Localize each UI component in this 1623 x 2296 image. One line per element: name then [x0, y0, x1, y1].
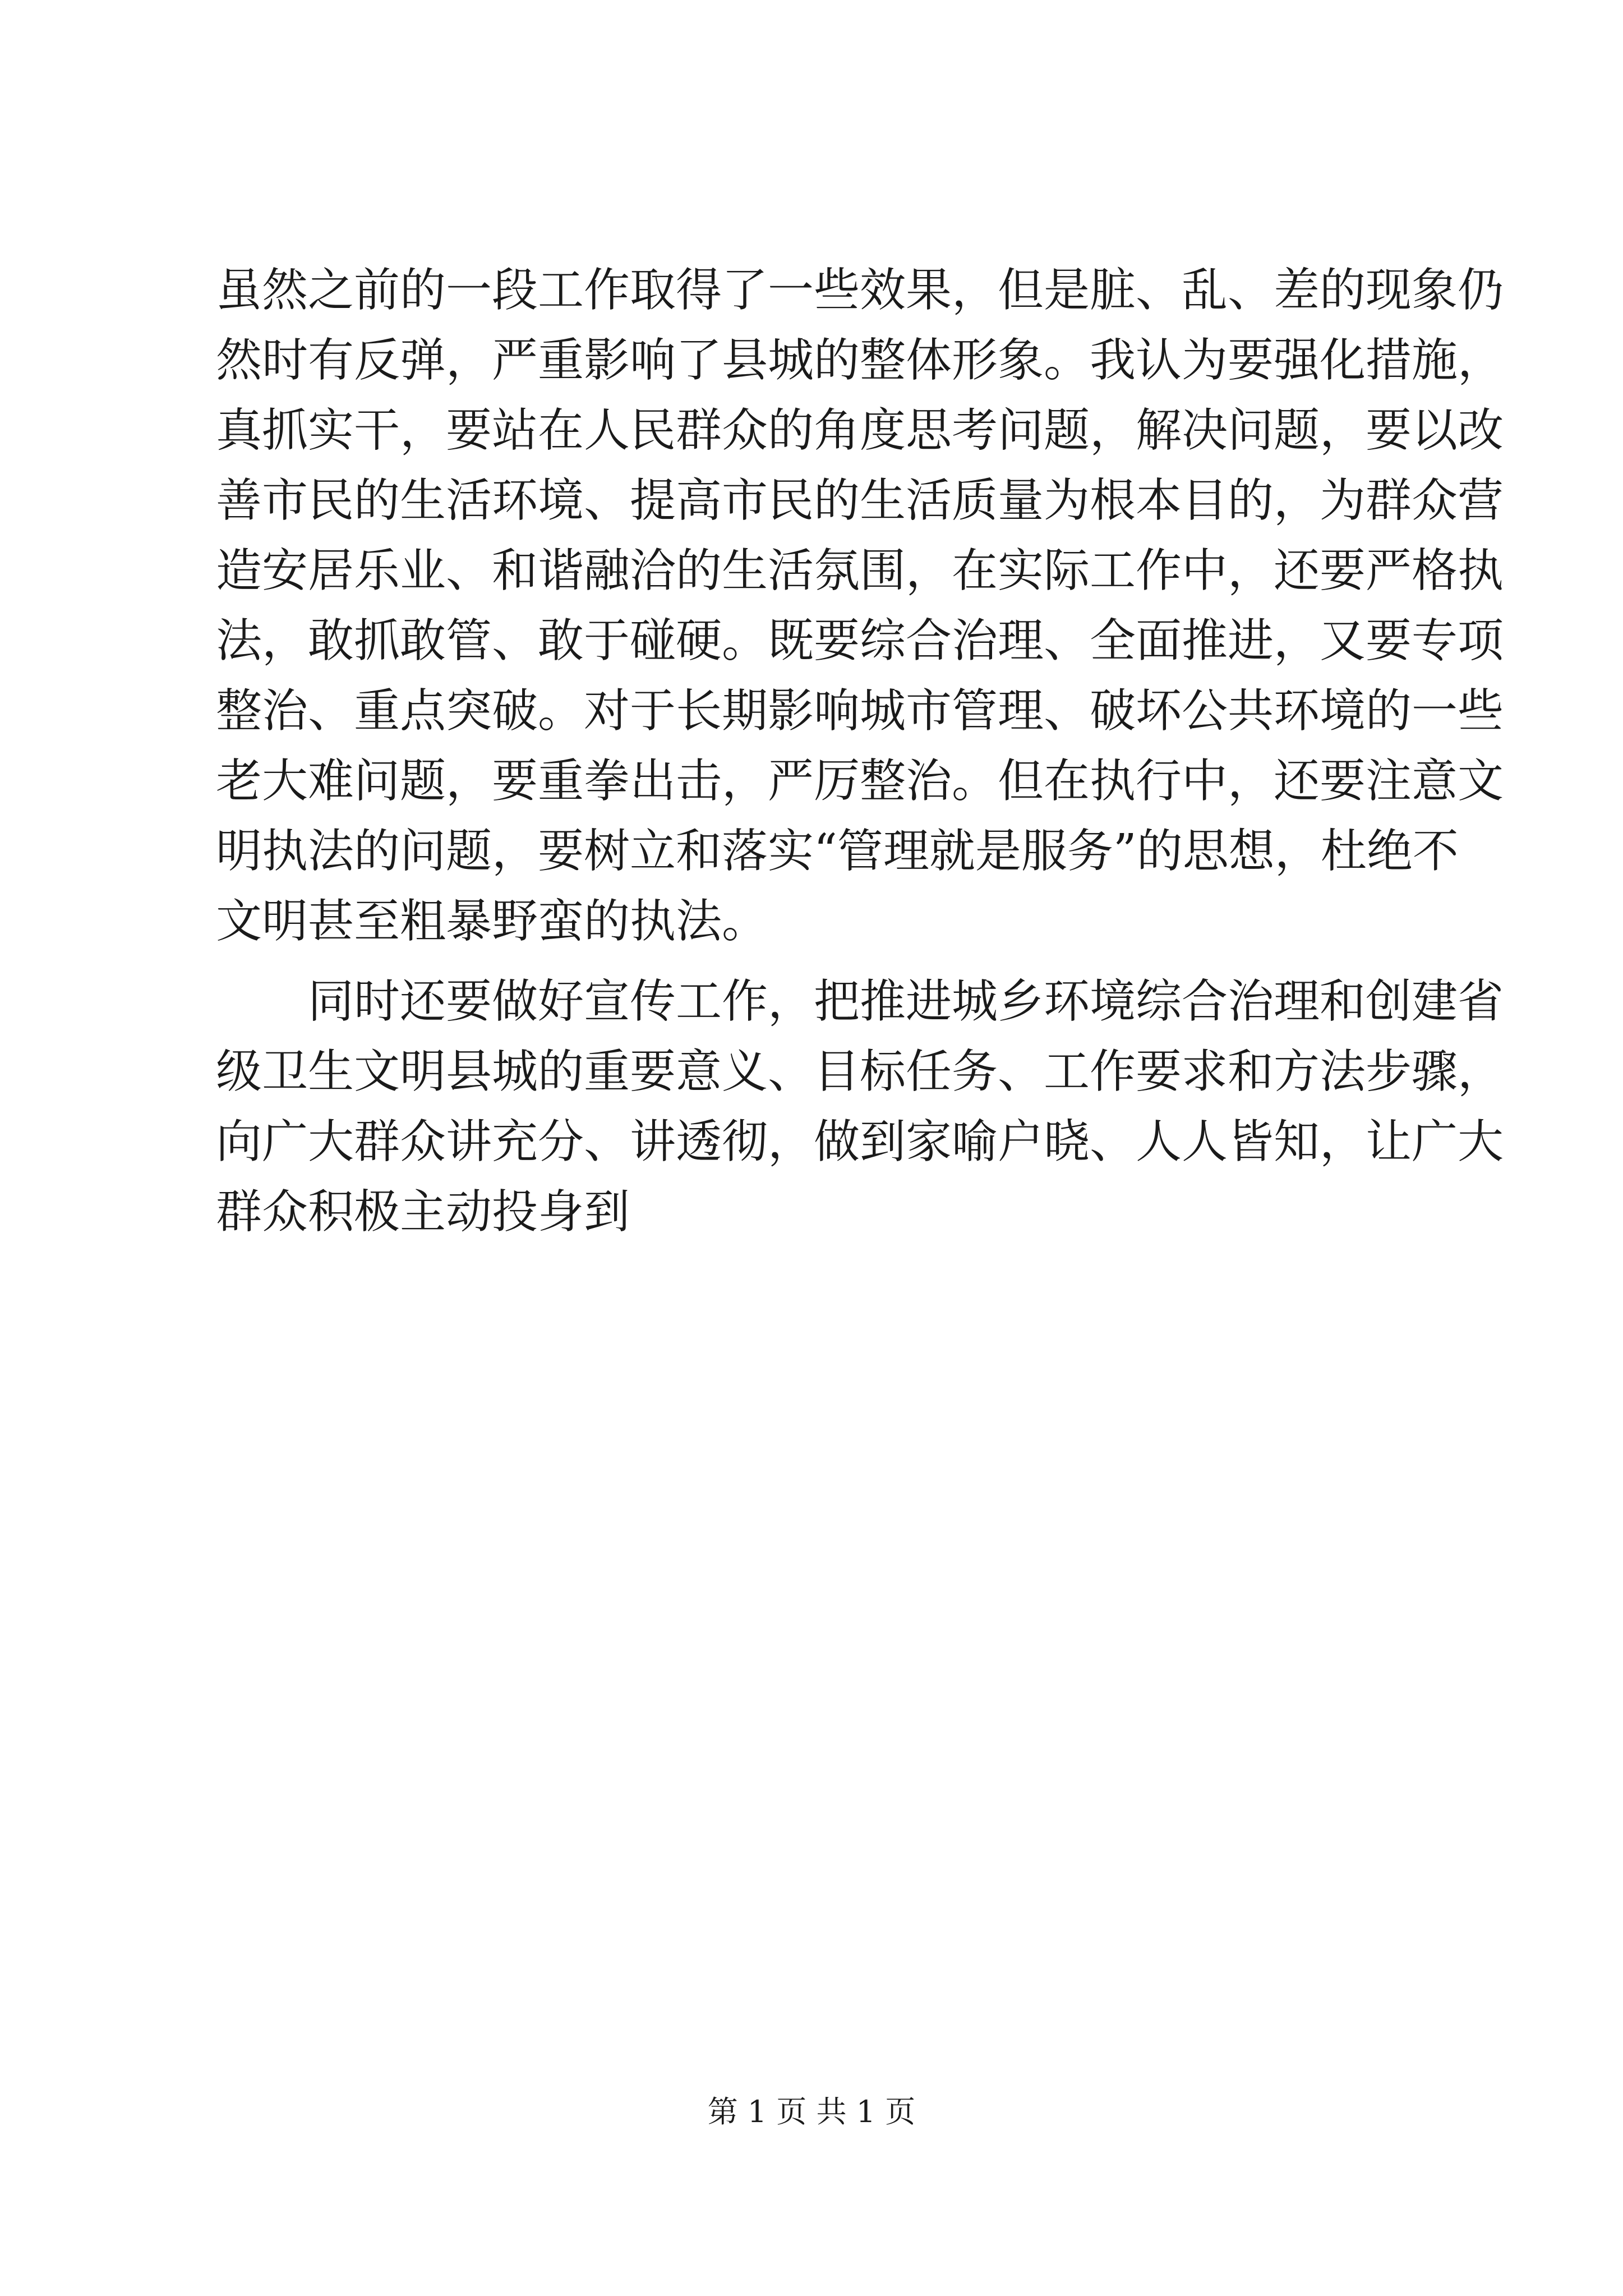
paragraph-1	[216, 255, 1504, 956]
paragraph-gap	[216, 956, 1422, 967]
text-line: 真抓实干，要站在人民群众的角度思考问题，解决问题，要以改	[216, 404, 1504, 457]
text-line: 向广大群众讲充分、讲透彻，做到家喻户晓、人人皆知，让广大	[216, 1115, 1504, 1168]
text-line: 整治、重点突破。对于长期影响城市管理、破坏公共环境的一些	[216, 684, 1504, 738]
text-line: 老大难问题，要重拳出击，严厉整治。但在执行中，还要注意文	[216, 754, 1504, 808]
text-line: 然时有反弹，严重影响了县城的整体形象。我认为要强化措施，	[216, 334, 1504, 387]
text-line: 群众积极主动投身到	[216, 1185, 630, 1239]
text-line: 同时还要做好宣传工作，把推进城乡环境综合治理和创建省	[308, 975, 1504, 1028]
page-footer: 第 1 页 共 1 页	[707, 2094, 916, 2129]
body-text	[216, 255, 1504, 1247]
text-line: 善市民的生活环境、提高市民的生活质量为根本目的，为群众营	[216, 474, 1504, 527]
text-line: 法，敢抓敢管、敢于碰硬。既要综合治理、全面推进，又要专项	[216, 614, 1504, 668]
text-line: 虽然之前的一段工作取得了一些效果，但是脏、乱、差的现象仍	[216, 264, 1504, 317]
text-line: 明执法的问题，要树立和落实“管理就是服务”的思想，杜绝不	[216, 825, 1459, 878]
paragraph-2	[216, 967, 1504, 1247]
text-line: 文明甚至粗暴野蛮的执法。	[216, 895, 768, 948]
text-line: 造安居乐业、和谐融洽的生活氛围，在实际工作中，还要严格执	[216, 544, 1504, 597]
text-line: 级卫生文明县城的重要意义、目标任务、工作要求和方法步骤，	[216, 1045, 1504, 1098]
